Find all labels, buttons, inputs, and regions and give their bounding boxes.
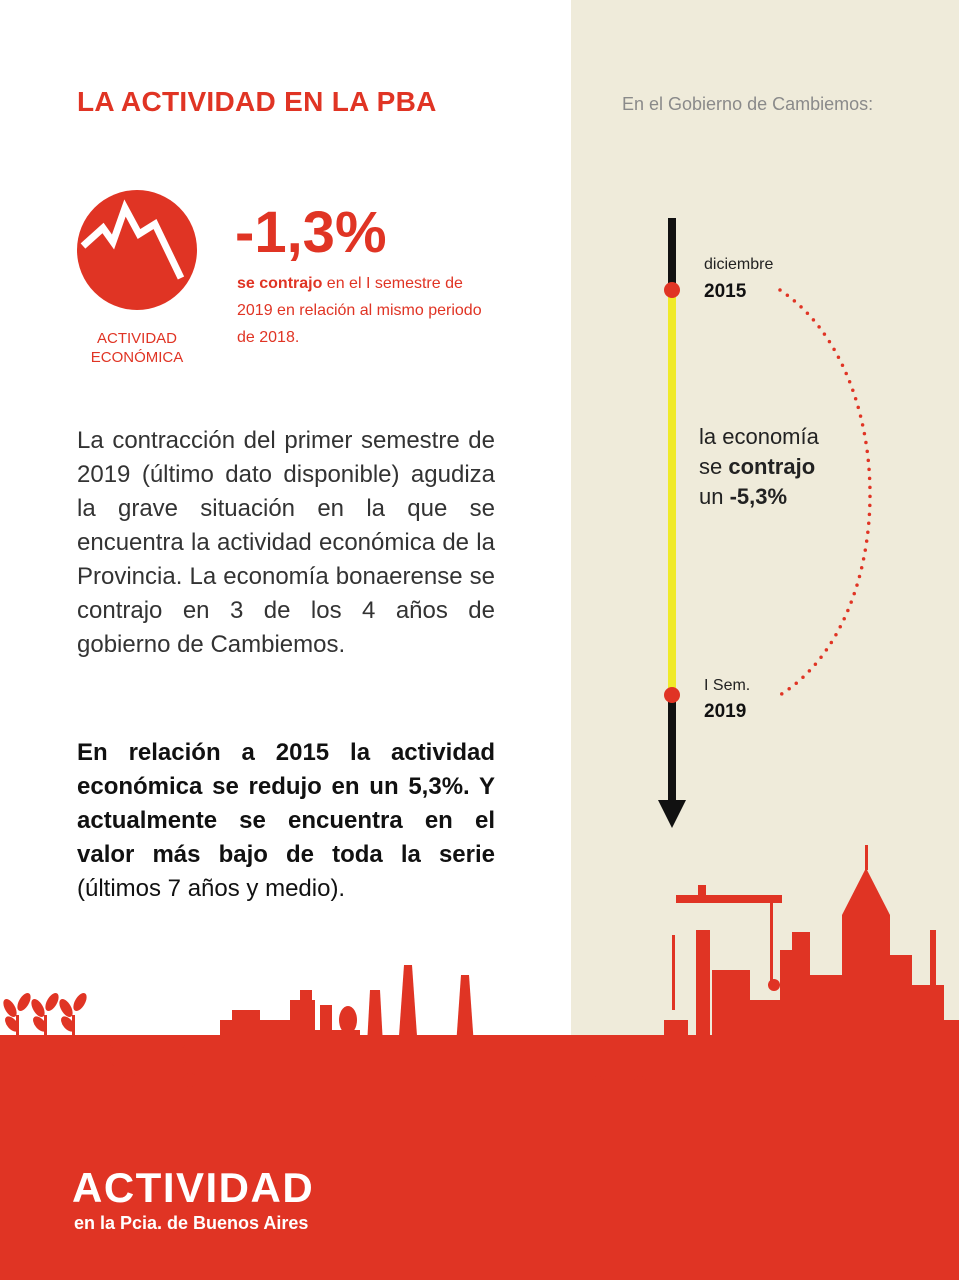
timeline-summary-line3-pre: un <box>699 484 730 509</box>
timeline-graphic <box>600 200 959 840</box>
timeline-summary <box>699 422 819 512</box>
headline-desc-bold: se contrajo <box>237 275 323 292</box>
page-title: LA ACTIVIDAD EN LA PBA <box>77 86 437 117</box>
headline-desc-rest: en el I semestre de 2019 en relación al mismo periodo de 2018. <box>237 275 482 346</box>
timeline-summary-line1: la economía <box>699 424 819 449</box>
timeline-summary-line2-bold: contrajo <box>728 454 816 479</box>
declining-chart-icon <box>77 190 197 310</box>
factory-icon <box>220 965 571 1100</box>
timeline-start-label: diciembre <box>704 256 774 273</box>
plant-sprouts-icon <box>1 991 90 1040</box>
panel-heading: En el Gobierno de Cambiemos: <box>622 94 874 114</box>
icon-label-line1: ACTIVIDAD <box>96 330 177 347</box>
timeline-arrow-icon <box>658 800 686 828</box>
icon-label <box>72 329 202 367</box>
timeline-end-dot <box>664 687 680 703</box>
body-paragraph: La contracción del primer semestre de 2019 (último dato disponible) agudiza la grave situación en la que se encuentra la actividad económica de la Provincia. La economía bonaerense se contrajo en 3 de los 4 años de gobierno de Cambiemos. <box>77 427 495 658</box>
conclusion-bold: En relación a 2015 la actividad económica se redujo en un 5,3%. Y actualmente se encuentra en el valor más bajo de toda la serie <box>77 739 495 868</box>
footer-subtitle: en la Pcia. de Buenos Aires <box>74 1213 309 1233</box>
timeline-summary-line2 <box>699 452 819 482</box>
conclusion-tail: (últimos 7 años y medio). <box>77 875 346 902</box>
timeline-end-label: I Sem. <box>704 677 751 694</box>
timeline-summary-line3-bold: -5,3% <box>729 484 788 509</box>
headline-value: -1,3% <box>235 200 387 265</box>
timeline-start-year: 2015 <box>704 281 747 302</box>
timeline-summary-line2-pre: se <box>699 454 729 479</box>
timeline-summary-line3 <box>699 482 819 512</box>
headline-description <box>237 270 497 351</box>
icon-label-line2: ECONÓMICA <box>90 349 184 366</box>
footer-title: ACTIVIDAD <box>72 1164 315 1211</box>
city-buildings-icon <box>750 845 959 1100</box>
timeline-start-dot <box>664 282 680 298</box>
timeline-end-year: 2019 <box>704 701 747 722</box>
